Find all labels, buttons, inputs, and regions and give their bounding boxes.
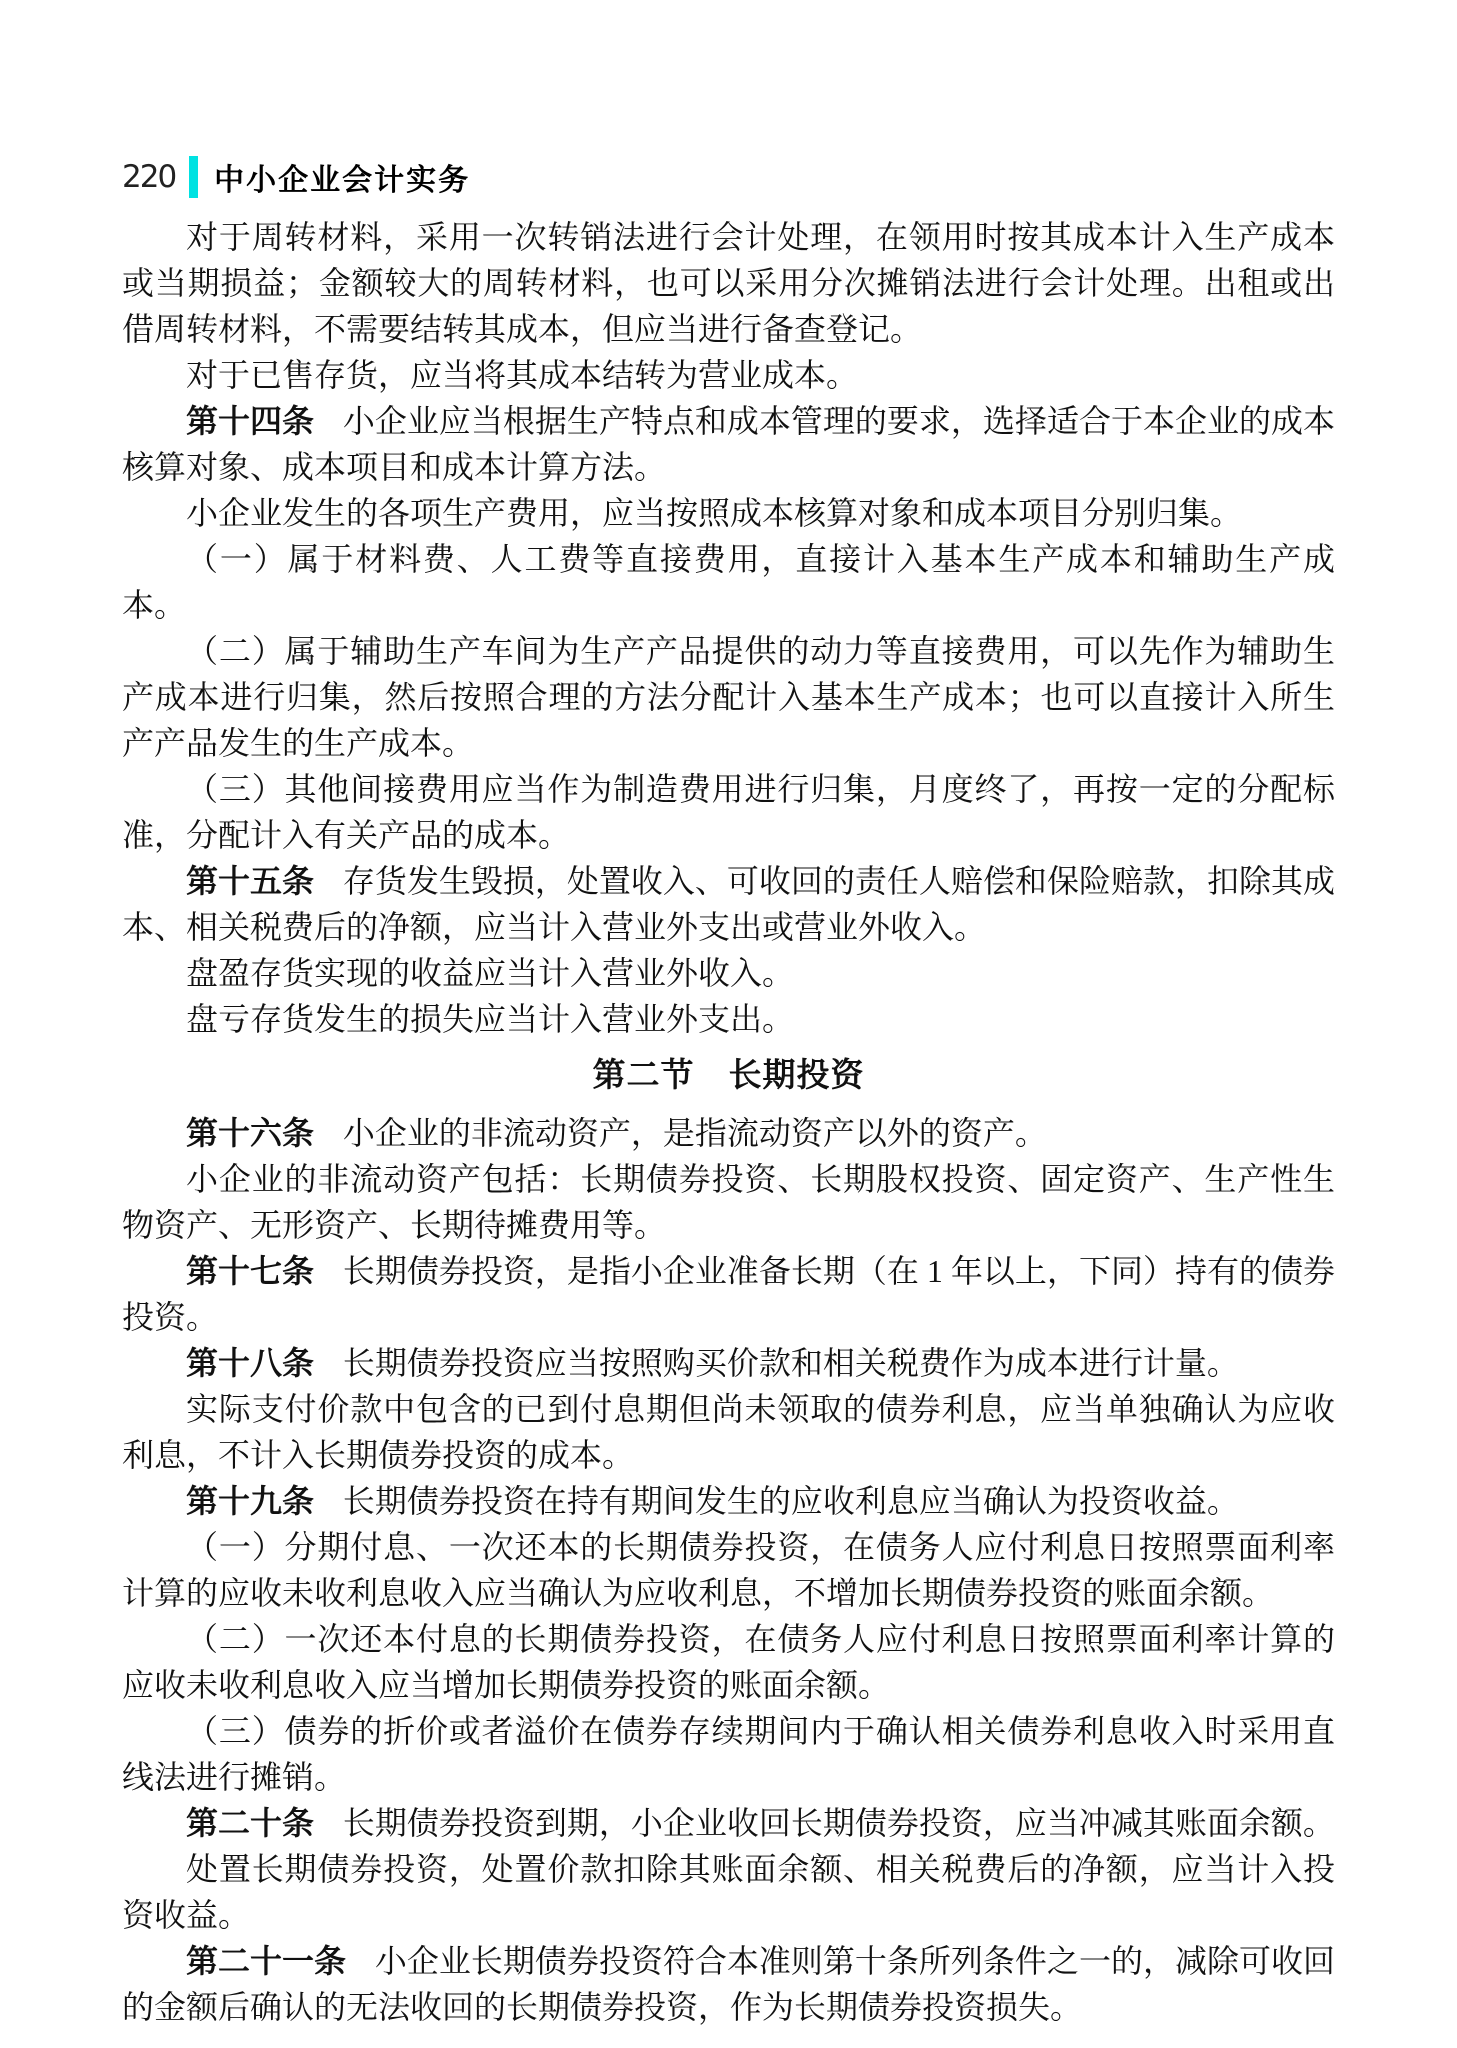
paragraph <box>122 398 1335 490</box>
paragraph-text: 实际支付价款中包含的已到付息期但尚未领取的债券利息，应当单独确认为应收利息，不计入长期债券投资的成本。 <box>122 1391 1335 1473</box>
article-number: 第二十一条 <box>186 1943 347 1979</box>
paragraph-text: （二）一次还本付息的长期债券投资，在债务人应付利息日按照票面利率计算的应收未收利息收入应当增加长期债券投资的账面余额。 <box>122 1621 1335 1703</box>
paragraph <box>122 766 1335 858</box>
paragraph-text: （三）其他间接费用应当作为制造费用进行归集，月度终了，再按一定的分配标准，分配计入有关产品的成本。 <box>122 771 1335 853</box>
paragraph-text: 小企业的非流动资产包括：长期债券投资、长期股权投资、固定资产、生产性生物资产、无形资产、长期待摊费用等。 <box>122 1161 1335 1243</box>
page-number: 220 <box>122 159 176 195</box>
paragraph <box>122 858 1335 950</box>
article-number: 第十六条 <box>186 1115 315 1151</box>
article-number: 第十五条 <box>186 863 315 899</box>
article-number: 第十七条 <box>186 1253 315 1289</box>
paragraph <box>122 1616 1335 1708</box>
paragraph <box>122 628 1335 766</box>
paragraph <box>122 352 1335 398</box>
paragraph <box>122 1524 1335 1616</box>
page-header <box>122 154 470 200</box>
paragraph-text: 长期债券投资应当按照购买价款和相关税费作为成本进行计量。 <box>342 1345 1239 1381</box>
paragraph-text: 小企业应当根据生产特点和成本管理的要求，选择适合于本企业的成本核算对象、成本项目和成本计算方法。 <box>122 403 1335 485</box>
paragraph <box>122 1846 1335 1938</box>
article-number: 第十八条 <box>186 1345 315 1381</box>
paragraph-text: 小企业长期债券投资符合本准则第十条所列条件之一的，减除可收回的金额后确认的无法收回的长期债券投资，作为长期债券投资损失。 <box>122 1943 1335 2025</box>
paragraph-text: （一）属于材料费、人工费等直接费用，直接计入基本生产成本和辅助生产成本。 <box>122 541 1335 623</box>
paragraph <box>122 950 1335 996</box>
paragraph-text: （三）债券的折价或者溢价在债券存续期间内于确认相关债券利息收入时采用直线法进行摊销。 <box>122 1713 1335 1795</box>
paragraph-text: 对于已售存货，应当将其成本结转为营业成本。 <box>186 357 859 393</box>
article-number: 第十四条 <box>186 403 315 439</box>
book-title: 中小企业会计实务 <box>214 164 471 197</box>
paragraph <box>122 1386 1335 1478</box>
article-number: 第二十条 <box>186 1805 315 1841</box>
article-number: 第十九条 <box>186 1483 315 1519</box>
paragraph <box>122 490 1335 536</box>
paragraph <box>122 1478 1335 1524</box>
paragraph-text: 处置长期债券投资，处置价款扣除其账面余额、相关税费后的净额，应当计入投资收益。 <box>122 1851 1335 1933</box>
paragraph <box>122 1110 1335 1156</box>
paragraph <box>122 1156 1335 1248</box>
paragraph <box>122 1708 1335 1800</box>
paragraph <box>122 1800 1335 1846</box>
paragraph-text: 长期债券投资到期，小企业收回长期债券投资，应当冲减其账面余额。 <box>342 1805 1335 1841</box>
section-heading: 第二节 长期投资 <box>592 1058 865 1094</box>
paragraph-text: 长期债券投资在持有期间发生的应收利息应当确认为投资收益。 <box>342 1483 1239 1519</box>
paragraph-text: 盘亏存货发生的损失应当计入营业外支出。 <box>186 1001 795 1037</box>
paragraph <box>122 996 1335 1042</box>
paragraph-text: （二）属于辅助生产车间为生产产品提供的动力等直接费用，可以先作为辅助生产成本进行归集，然后按照合理的方法分配计入基本生产成本；也可以直接计入所生产产品发生的生产成本。 <box>122 633 1335 761</box>
paragraph-text: 小企业的非流动资产，是指流动资产以外的资产。 <box>342 1115 1047 1151</box>
paragraph <box>122 1340 1335 1386</box>
paragraph <box>122 1248 1335 1340</box>
paragraph <box>122 1938 1335 2030</box>
paragraph-text: 长期债券投资，是指小企业准备长期（在 1 年以上，下同）持有的债券投资。 <box>122 1253 1335 1335</box>
paragraph <box>122 214 1335 352</box>
paragraph-text: 小企业发生的各项生产费用，应当按照成本核算对象和成本项目分别归集。 <box>186 495 1243 531</box>
header-accent-bar <box>189 156 198 198</box>
paragraph <box>122 536 1335 628</box>
paragraph-text: （一）分期付息、一次还本的长期债券投资，在债务人应付利息日按照票面利率计算的应收未收利息收入应当确认为应收利息，不增加长期债券投资的账面余额。 <box>122 1529 1335 1611</box>
paragraph-text: 对于周转材料，采用一次转销法进行会计处理，在领用时按其成本计入生产成本或当期损益；金额较大的周转材料，也可以采用分次摊销法进行会计处理。出租或出借周转材料，不需要结转其成本，但应当进行备查登记。 <box>122 219 1335 347</box>
page-body <box>122 214 1335 2030</box>
paragraph-text: 盘盈存货实现的收益应当计入营业外收入。 <box>186 955 795 991</box>
paragraph-text: 存货发生毁损，处置收入、可收回的责任人赔偿和保险赔款，扣除其成本、相关税费后的净额，应当计入营业外支出或营业外收入。 <box>122 863 1335 945</box>
